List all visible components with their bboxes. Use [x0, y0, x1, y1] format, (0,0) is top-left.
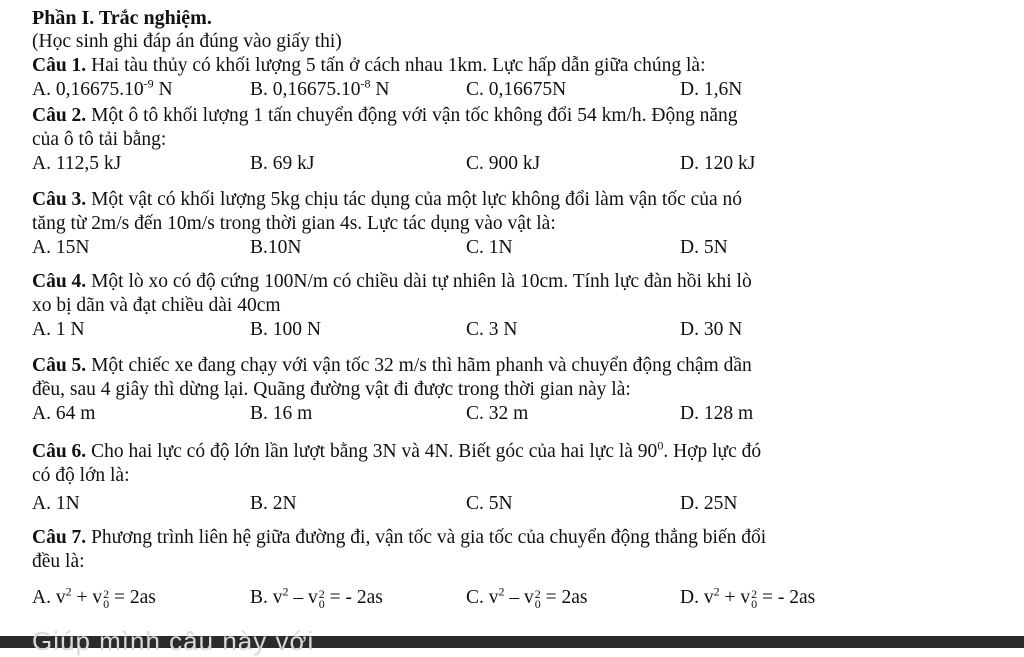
degree-superscript: 0 — [657, 438, 664, 453]
question-6-cont: có độ lớn là: — [32, 465, 130, 486]
option-4a: A. 1 N — [32, 319, 85, 340]
option-2b: B. 69 kJ — [250, 153, 315, 174]
question-text: Cho hai lực có độ lớn lần lượt bằng 3N và 4N. Biết góc của hai lực là 90 — [91, 441, 658, 462]
section-title: Phần I. Trắc nghiệm. — [32, 7, 212, 29]
question-text: Một vật có khối lượng 5kg chịu tác dụng của một lực không đổi làm vận tốc của nó — [91, 189, 743, 210]
question-label: Câu 6. — [32, 441, 87, 462]
option-6b: B. 2N — [250, 493, 297, 514]
option-2c: C. 900 kJ — [466, 153, 541, 174]
question-7-cont: đều là: — [32, 551, 85, 572]
question-1 — [32, 54, 992, 78]
option-7a: A. $v^2 + v$ 2 0 = 2as — [32, 584, 156, 611]
option-3c: C. 1N — [466, 237, 513, 258]
option-1a: A. $0,16675.10^{-9}$ N — [32, 76, 173, 100]
option-7c: C. $v^2$ – v 2 0 = 2as — [466, 584, 588, 611]
question-label: Câu 4. — [32, 271, 87, 292]
question-2 — [32, 104, 992, 128]
question-3-cont: tăng từ 2m/s đến 10m/s trong thời gian 4s. Lực tác dụng vào vật là: — [32, 213, 556, 234]
question-6: Câu 6. Cho hai lực có độ lớn lần lượt bằng 3N và 4N. Biết góc của hai lực là $90^0$. Hợp lực đó — [32, 438, 762, 462]
option-2a: A. 112,5 kJ — [32, 153, 122, 174]
option-1b: B. $0,16675.10^{-8}$ N — [250, 76, 390, 100]
option-4c: C. 3 N — [466, 319, 518, 340]
option-5b: B. 16 m — [250, 403, 313, 424]
option-6c: C. 5N — [466, 493, 513, 514]
question-label: Câu 3. — [32, 189, 87, 210]
option-4b: B. 100 N — [250, 319, 321, 340]
option-6a: A. 1N — [32, 493, 80, 514]
option-6d: D. 25N — [680, 493, 738, 514]
question-text: Hai tàu thủy có khối lượng 5 tấn ở cách nhau 1km. Lực hấp dẫn giữa chúng là: — [91, 55, 706, 76]
question-2-cont: của ô tô tải bằng: — [32, 129, 167, 150]
option-4d: D. 30 N — [680, 319, 743, 340]
question-label: Câu 7. — [32, 527, 87, 548]
question-5-cont: đều, sau 4 giây thì dừng lại. Quãng đường vật đi được trong thời gian này là: — [32, 379, 631, 400]
question-text: Một lò xo có độ cứng 100N/m có chiều dài tự nhiên là 10cm. Tính lực đàn hồi khi lò — [91, 271, 752, 292]
option-1d: D. 1,6N — [680, 79, 743, 100]
option-5c: C. 32 m — [466, 403, 529, 424]
question-5 — [32, 354, 992, 378]
option-5d: D. 128 m — [680, 403, 754, 424]
option-7d: D. $v^2 + v$ 2 0 = - 2as — [680, 584, 816, 611]
question-text: Một chiếc xe đang chạy với vận tốc 32 m/s thì hãm phanh và chuyển động chậm dần — [91, 355, 752, 376]
option-2d: D. 120 kJ — [680, 153, 756, 174]
option-3b: B.10N — [250, 237, 302, 258]
option-5a: A. 64 m — [32, 403, 96, 424]
question-text: Phương trình liên hệ giữa đường đi, vận tốc và gia tốc của chuyển động thẳng biến đổi — [91, 527, 767, 548]
caption-text: Giúp mình câu này với — [32, 626, 315, 656]
option-1c: C. 0,16675N — [466, 79, 567, 100]
question-4 — [32, 270, 992, 294]
question-3 — [32, 188, 992, 212]
question-7 — [32, 526, 992, 550]
option-3d: D. 5N — [680, 237, 728, 258]
question-label: Câu 5. — [32, 355, 87, 376]
question-label: Câu 2. — [32, 105, 87, 126]
question-label: Câu 1. — [32, 55, 87, 76]
option-7b: B. $v^2$ – v 2 0 = - 2as — [250, 584, 383, 611]
option-3a: A. 15N — [32, 237, 90, 258]
question-4-cont: xo bị dãn và đạt chiều dài 40cm — [32, 295, 281, 316]
question-text: Một ô tô khối lượng 1 tấn chuyển động với vận tốc không đổi 54 km/h. Động năng — [91, 105, 738, 126]
instruction-note: (Học sinh ghi đáp án đúng vào giấy thi) — [32, 31, 342, 52]
bottom-caption-bar — [0, 626, 1024, 656]
